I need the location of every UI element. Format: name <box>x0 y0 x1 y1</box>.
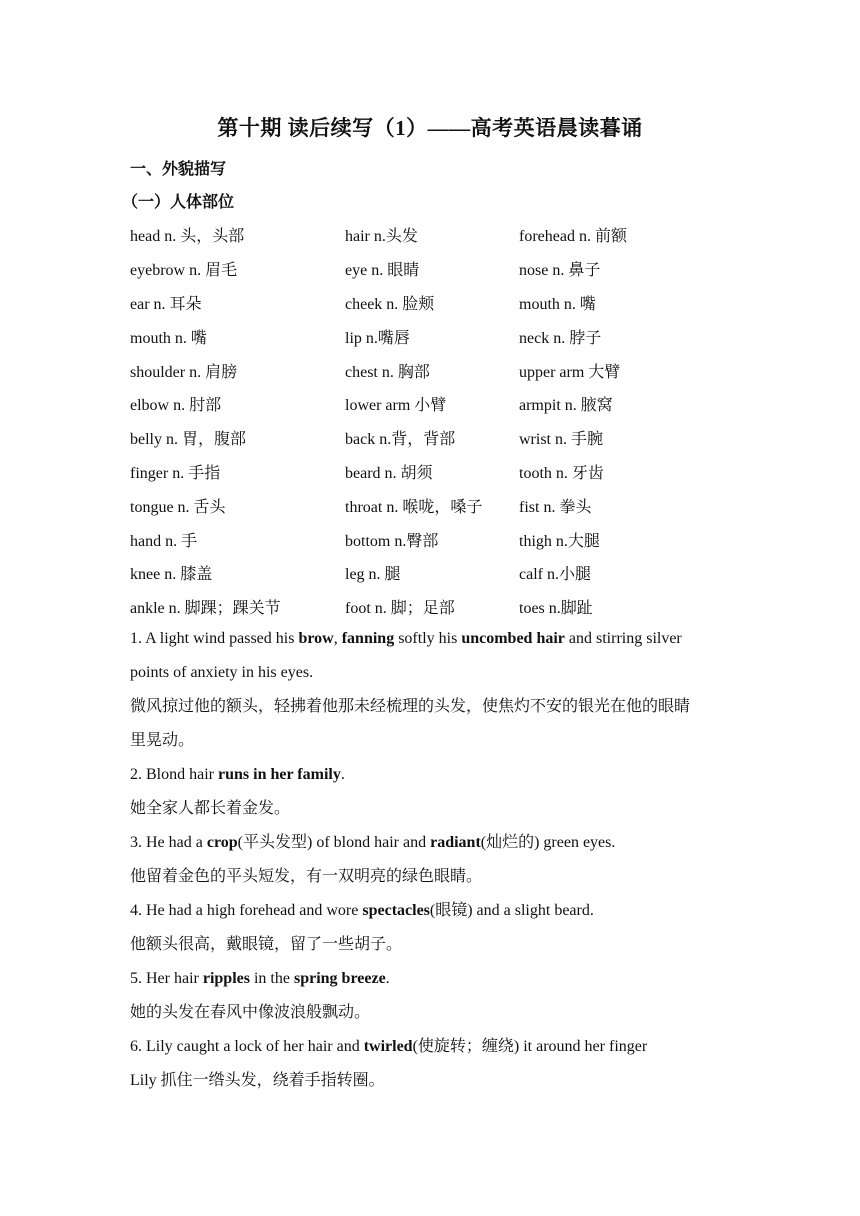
vocab-entry: cheek n. 脸颊 <box>345 295 435 313</box>
sentence-chinese: 他额头很高，戴眼镜，留了一些胡子。 <box>130 936 403 953</box>
sentence-english <box>130 758 740 792</box>
vocab-entry: eye n. 眼睛 <box>345 262 420 280</box>
vocab-entry: mouth n. 嘴 <box>130 329 207 347</box>
vocab-entry: bottom n.臀部 <box>345 532 439 550</box>
sentence-text: . <box>340 766 345 783</box>
sentence-keyword: radiant <box>430 834 481 851</box>
vocab-entry: foot n. 脚；足部 <box>345 600 455 618</box>
page-title: 第十期 读后续写（1）——高考英语晨读暮诵 <box>217 116 643 140</box>
sentence-english <box>130 1030 740 1064</box>
sentence-text: (平头发型) of blond hair and <box>237 834 431 851</box>
vocab-entry: chest n. 胸部 <box>345 363 430 381</box>
sentence-english <box>130 826 740 860</box>
vocab-row <box>130 590 719 624</box>
sentence-text: 4. He had a high forehead and wore <box>130 902 363 919</box>
sentence-keyword: uncombed hair <box>461 630 565 647</box>
sentence-text: 5. Her hair <box>130 970 203 987</box>
vocab-entry: finger n. 手指 <box>130 464 221 482</box>
sentence-english <box>130 894 740 928</box>
vocab-entry: calf n.小腿 <box>519 566 591 584</box>
vocab-row <box>130 488 719 522</box>
vocab-entry: tooth n. 牙齿 <box>519 464 604 482</box>
sentence-chinese: 他留着金色的平头短发，有一双明亮的绿色眼睛。 <box>130 868 483 885</box>
vocab-entry: lip n.嘴唇 <box>345 329 410 347</box>
vocab-entry: eyebrow n. 眉毛 <box>130 262 238 280</box>
sentence-text: 6. Lily caught a lock of her hair and <box>130 1038 364 1055</box>
vocab-entry: head n. 头，头部 <box>130 228 245 246</box>
sentence-keyword: spring breeze <box>293 970 386 987</box>
sentence-text: . <box>385 970 390 987</box>
sentence-keyword: ripples <box>202 970 250 987</box>
sentence-text: 3. He had a <box>130 834 207 851</box>
sentence-keyword: brow <box>298 630 334 647</box>
sentence-text: 2. Blond hair <box>130 766 218 783</box>
vocab-entry: neck n. 脖子 <box>519 329 602 347</box>
sentence-chinese: 里晃动。 <box>130 732 195 749</box>
sentence-keyword: twirled <box>363 1038 413 1055</box>
sentence-text: (使旋转；缠绕) it around her finger <box>412 1038 648 1055</box>
vocab-entry: ear n. 耳朵 <box>130 295 202 313</box>
vocab-entry: upper arm 大臂 <box>519 363 621 381</box>
sentence-text: in the <box>249 970 294 987</box>
vocab-entry: elbow n. 肘部 <box>130 397 222 415</box>
vocab-entry: forehead n. 前额 <box>519 228 627 246</box>
sentence-text: softly his <box>394 630 462 647</box>
vocab-entry: ankle n. 脚踝；踝关节 <box>130 600 281 618</box>
vocab-entry: wrist n. 手腕 <box>519 431 604 449</box>
vocab-row <box>130 218 719 252</box>
section-heading-appearance: 一、外貌描写 <box>130 161 227 178</box>
vocab-row <box>130 556 719 590</box>
sentence-keyword: runs in her family <box>218 766 341 783</box>
sentence-text: , <box>333 630 342 647</box>
vocab-entry: fist n. 拳头 <box>519 498 592 516</box>
sentence-chinese: 微风掠过他的额头，轻拂着他那未经梳理的头发，使焦灼不安的银光在他的眼睛 <box>130 698 691 715</box>
sentence-text: 1. A light wind passed his <box>130 630 299 647</box>
sentence-text: points of anxiety in his eyes. <box>130 664 314 681</box>
sentence-chinese: 她的头发在春风中像波浪般飘动。 <box>130 1004 371 1021</box>
vocab-entry: throat n. 喉咙，嗓子 <box>345 498 483 516</box>
vocab-row <box>130 421 719 455</box>
sentence-keyword: fanning <box>341 630 395 647</box>
vocab-entry: lower arm 小臂 <box>345 397 447 415</box>
sentence-keyword: crop <box>206 834 238 851</box>
vocab-row <box>130 319 719 353</box>
vocab-entry: knee n. 膝盖 <box>130 566 213 584</box>
sentence-chinese: 她全家人都长着金发。 <box>130 800 291 817</box>
vocab-row <box>130 252 719 286</box>
vocab-entry: nose n. 鼻子 <box>519 262 601 280</box>
vocab-entry: hair n.头发 <box>345 228 418 246</box>
vocab-row <box>130 522 719 556</box>
sentence-english <box>130 962 740 996</box>
vocab-row <box>130 286 719 320</box>
sentence-chinese: Lily 抓住一绺头发，绕着手指转圈。 <box>130 1072 385 1089</box>
vocab-entry: belly n. 胃，腹部 <box>130 431 246 449</box>
vocab-entry: leg n. 腿 <box>345 566 401 584</box>
vocab-entry: toes n.脚趾 <box>519 600 593 618</box>
vocab-row <box>130 387 719 421</box>
vocab-entry: thigh n.大腿 <box>519 532 600 550</box>
vocab-entry: beard n. 胡须 <box>345 464 433 482</box>
vocab-entry: armpit n. 腋窝 <box>519 397 613 415</box>
vocab-entry: hand n. 手 <box>130 532 198 550</box>
vocab-row <box>130 353 719 387</box>
vocab-entry: shoulder n. 肩膀 <box>130 363 238 381</box>
vocab-entry: mouth n. 嘴 <box>519 295 596 313</box>
sentence-keyword: spectacles <box>362 902 430 919</box>
vocab-entry: tongue n. 舌头 <box>130 498 226 516</box>
example-sentences <box>130 622 740 1098</box>
sentence-english <box>130 622 740 656</box>
vocabulary-table <box>130 218 719 624</box>
sentence-text: (眼镜) and a slight beard. <box>429 902 594 919</box>
vocab-entry: back n.背，背部 <box>345 431 456 449</box>
sentence-text: and stirring silver <box>564 630 682 647</box>
subsection-heading-body-parts: （一）人体部位 <box>122 194 235 211</box>
sentence-text: (灿烂的) green eyes. <box>480 834 616 851</box>
sentence-english <box>130 656 740 690</box>
vocab-row <box>130 455 719 489</box>
